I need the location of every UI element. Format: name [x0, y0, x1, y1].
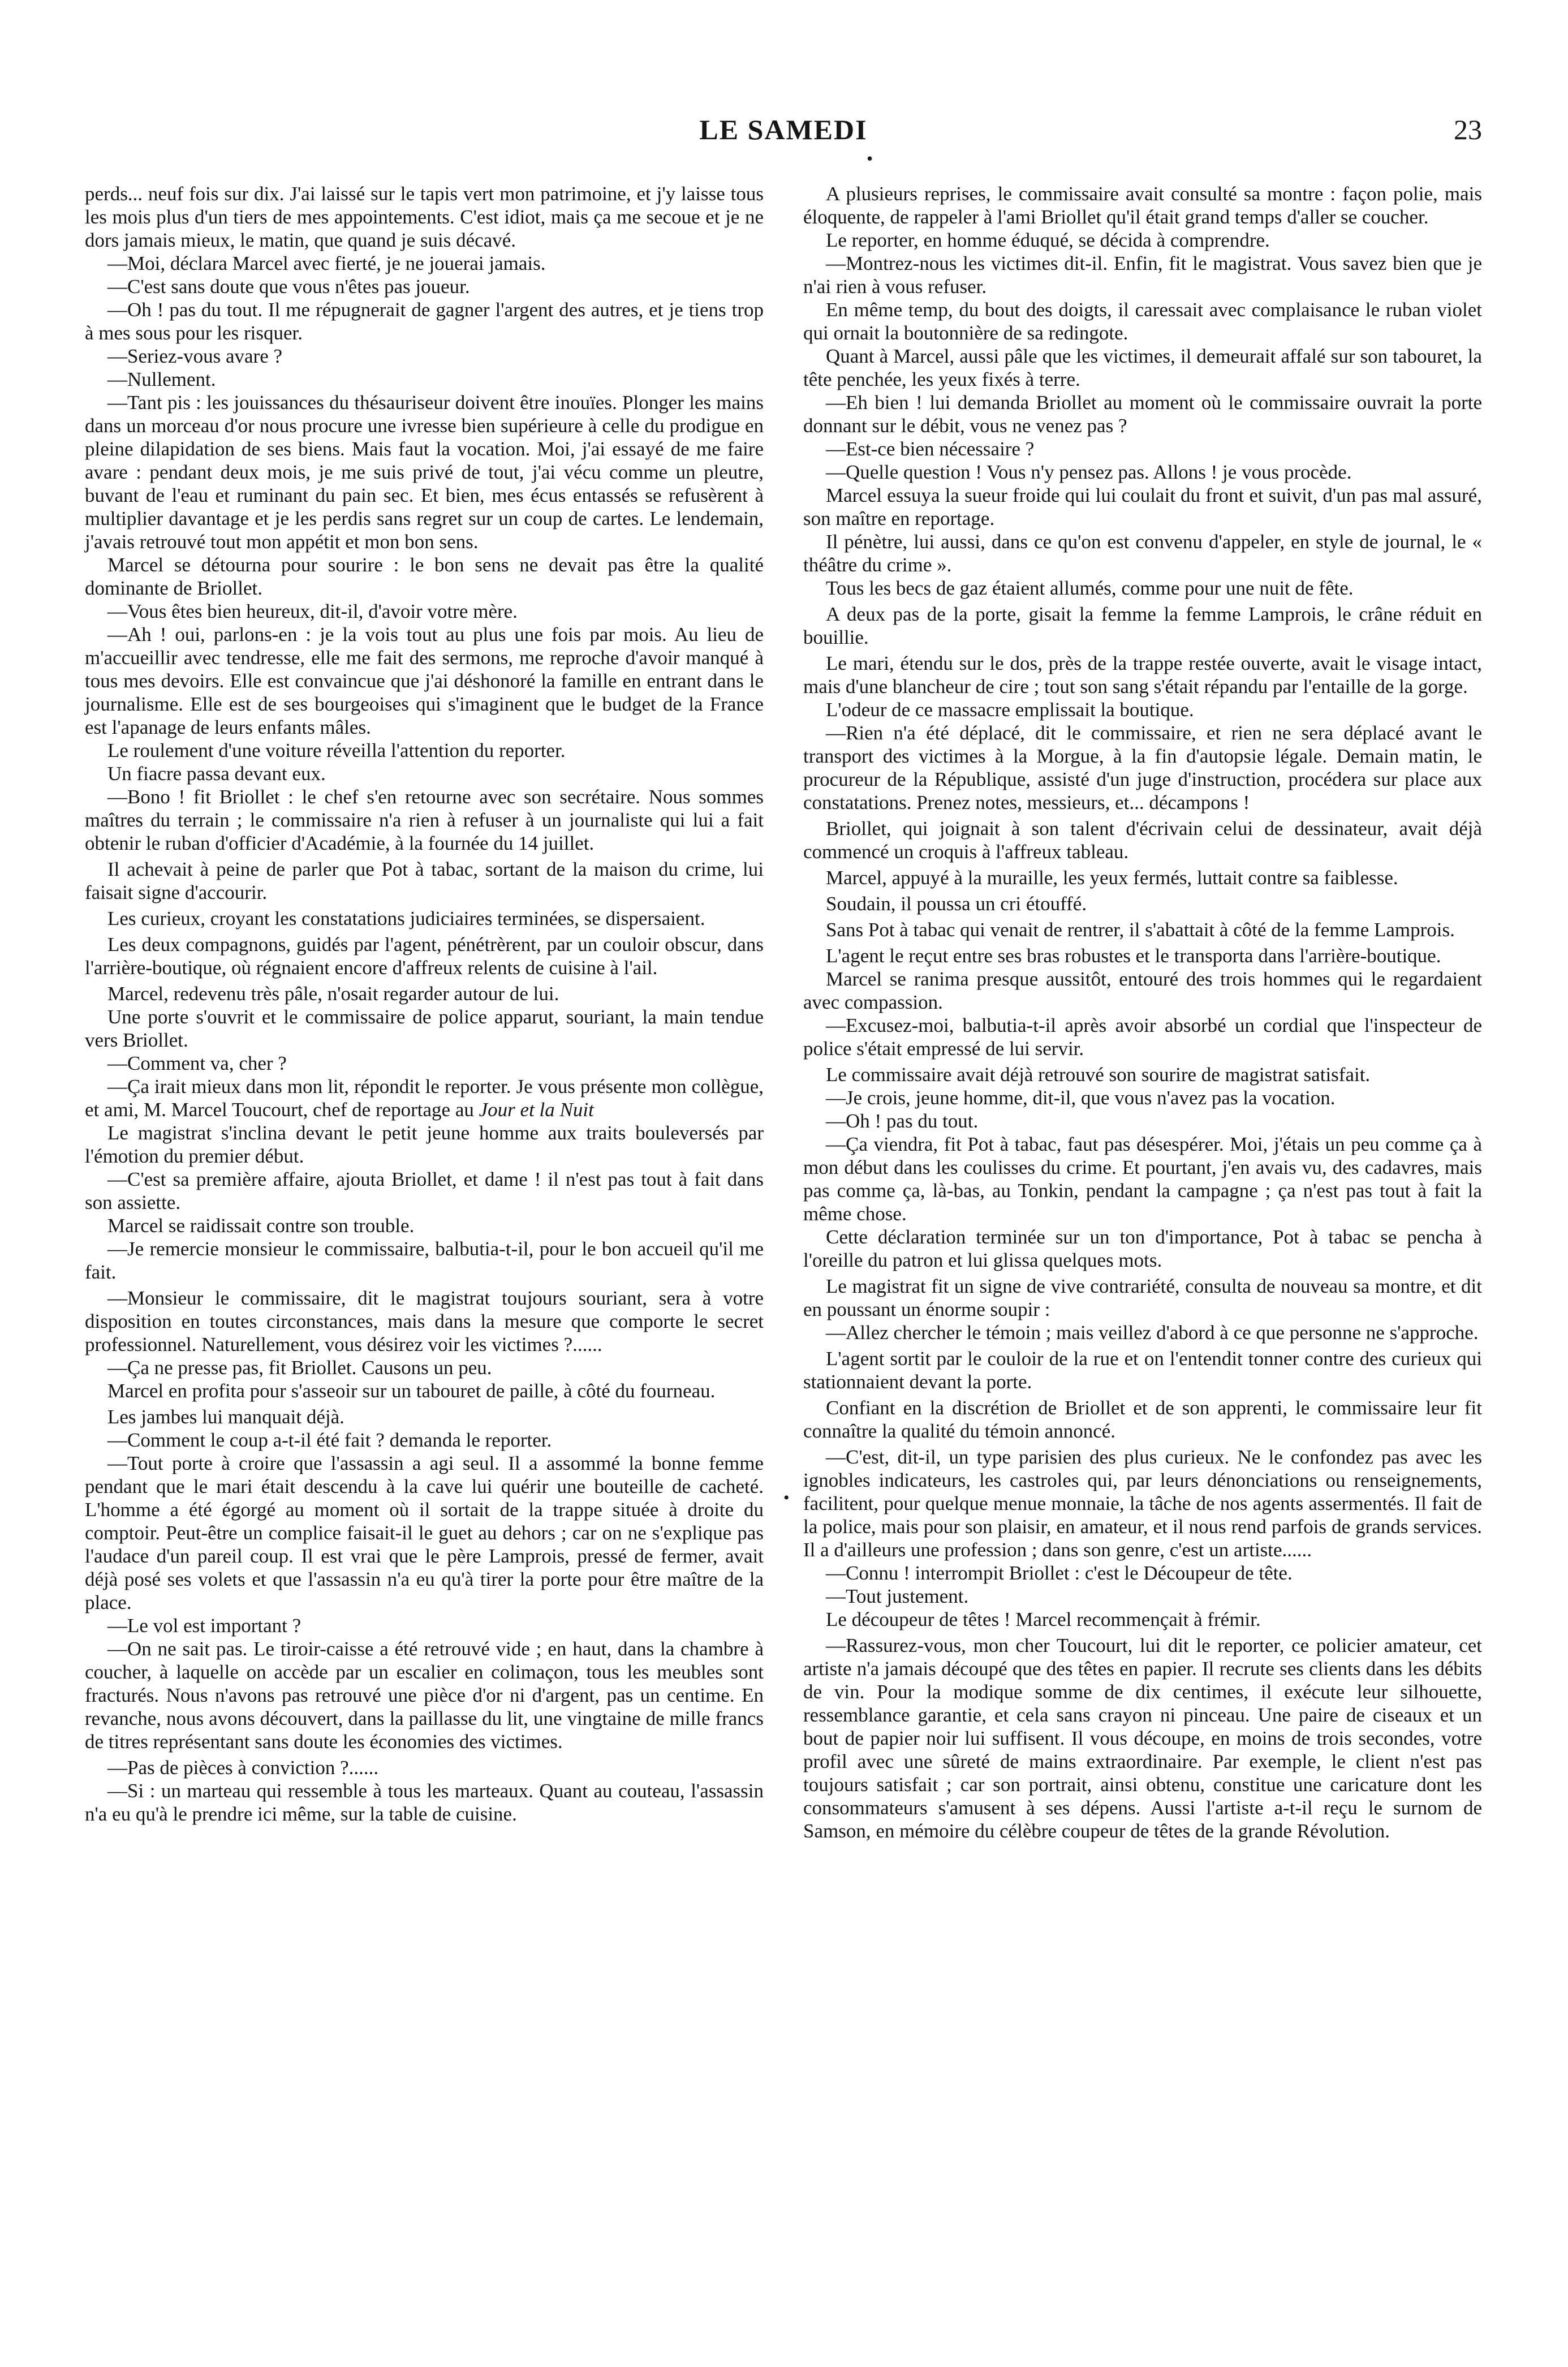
- paragraph: —Ça viendra, fit Pot à tabac, faut pas désespérer. Moi, j'étais un peu comme ça à mon début dans les coulisses du crime. Et pourtant, j'en avais vu, des cadavres, mais pas comme ça, là-bas, au Tonkin, pendant la campagne ; ça n'est pas tout à fait la même chose.: [803, 1133, 1482, 1225]
- page-header: [85, 113, 1482, 170]
- paragraph: Le découpeur de têtes ! Marcel recommençait à frémir.: [826, 1608, 1261, 1630]
- paragraph: Le magistrat s'inclina devant le petit jeune homme aux traits bouleversés par l'émotion du premier début.: [85, 1122, 764, 1167]
- paragraph: Marcel, redevenu très pâle, n'osait regarder autour de lui.: [107, 983, 559, 1005]
- paragraph: —Je remercie monsieur le commissaire, balbutia-t-il, pour le bon accueil qu'il me fait.: [85, 1238, 764, 1283]
- paragraph: —Oh ! pas du tout.: [826, 1110, 979, 1132]
- paragraph: —Ça ne presse pas, fit Briollet. Causons un peu.: [107, 1357, 492, 1379]
- paragraph: —Excusez-moi, balbutia-t-il après avoir absorbé un cordial que l'inspecteur de police s'était empressé de lui servir.: [803, 1014, 1482, 1060]
- paragraph: —Oh ! pas du tout. Il me répugnerait de gagner l'argent des autres, et je tiens trop à mes sous pour les risquer.: [85, 299, 764, 344]
- paragraph: Marcel en profita pour s'asseoir sur un tabouret de paille, à côté du fourneau.: [107, 1380, 716, 1402]
- paragraph: —Eh bien ! lui demanda Briollet au moment où le commissaire ouvrait la porte donnant sur le débit, vous ne venez pas ?: [803, 391, 1482, 437]
- paragraph: Soudain, il poussa un cri étouffé.: [826, 893, 1087, 915]
- paragraph: —Rassurez-vous, mon cher Toucourt, lui dit le reporter, ce policier amateur, cet artiste n'a jamais découpé que des têtes en papier. Il recrute ses clients dans les débits de vin. Pour la modique somme de dix centimes, il exécute leur silhouette, ressemblance garantie, et cela sans crayon ni pinceau. Une paire de ciseaux et un bout de papier noir lui suffisent. Il vous découpe, en moins de trois secondes, votre profil avec une sûreté de mains extraordinaire. Par exemple, le client n'est pas toujours satisfait ; car son portrait, ainsi obtenu, constitue une caricature dont les consommateurs s'amusent à ses dépens. Aussi l'artiste a-t-il reçu le surnom de Samson, en mémoire du célèbre coupeur de têtes de la grande Révolution.: [803, 1634, 1482, 1842]
- paragraph: —Quelle question ! Vous n'y pensez pas. Allons ! je vous procède.: [826, 461, 1352, 483]
- paragraph: A deux pas de la porte, gisait la femme la femme Lamprois, le crâne réduit en bouillie.: [803, 603, 1482, 648]
- paragraph: —Allez chercher le témoin ; mais veillez d'abord à ce que personne ne s'approche.: [826, 1322, 1479, 1344]
- paragraph: —C'est, dit-il, un type parisien des plus curieux. Ne le confondez pas avec les ignobles indicateurs, les castroles qui, par leurs dénonciations ou renseignements, facilitent, pour quelque menue monnaie, la tâche de nos agents assermentés. Il fait de la police, mais pour son plaisir, en amateur, et il nous rend parfois de grands services. Il a d'ailleurs une profession ; dans son genre, c'est un artiste......: [803, 1446, 1482, 1561]
- paragraph: Confiant en la discrétion de Briollet et de son apprenti, le commissaire leur fit connaître la qualité du témoin annoncé.: [803, 1397, 1482, 1442]
- paragraph: Le commissaire avait déjà retrouvé son sourire de magistrat satisfait.: [826, 1064, 1371, 1086]
- paragraph: —Pas de pièces à conviction ?......: [107, 1757, 379, 1779]
- running-title: LE SAMEDI: [699, 114, 868, 145]
- paragraph: Marcel se ranima presque aussitôt, entouré des trois hommes qui le regardaient avec compassion.: [803, 968, 1482, 1013]
- paragraph: Les jambes lui manquait déjà.: [107, 1406, 344, 1428]
- paragraph: Marcel essuya la sueur froide qui lui coulait du front et suivit, d'un pas mal assuré, son maître en reportage.: [803, 484, 1482, 530]
- dialogue-text: —Ça irait mieux dans mon lit, répondit le reporter. Je vous présente mon collègue, et ami, M. Marcel Toucourt, chef de reportage au: [85, 1075, 764, 1121]
- margin-bullet-mark: •: [783, 1488, 790, 1507]
- paragraph: —Ah ! oui, parlons-en : je la vois tout au plus une fois par mois. Au lieu de m'accueillir avec tendresse, elle me fait des sermons, me reproche d'avoir manqué à tous mes devoirs. Elle est convaincue que j'ai déshonoré la famille en entrant dans le journalisme. Elle est de ses bourgeoises qui s'imaginent que le budget de la France est l'apanage de leurs enfants mâles.: [85, 623, 764, 738]
- paragraph: Les curieux, croyant les constatations judiciaires terminées, se dispersaient.: [107, 907, 705, 929]
- paragraph: —Bono ! fit Briollet : le chef s'en retourne avec son secrétaire. Nous sommes maîtres du terrain ; le commissaire n'a rien à refuser à un journaliste qui lui a fait obtenir le ruban d'officier d'Académie, à la fournée du 14 juillet.: [85, 786, 764, 854]
- paragraph: —C'est sa première affaire, ajouta Briollet, et dame ! il n'est pas tout à fait dans son assiette.: [85, 1168, 764, 1213]
- paragraph: Il achevait à peine de parler que Pot à tabac, sortant de la maison du crime, lui faisait signe d'accourir.: [85, 858, 764, 903]
- paragraph: Les deux compagnons, guidés par l'agent, pénétrèrent, par un couloir obscur, dans l'arrière-boutique, où régnaient encore d'affreux relents de cuisine à l'ail.: [85, 933, 764, 979]
- paragraph: —Si : un marteau qui ressemble à tous les marteaux. Quant au couteau, l'assassin n'a eu qu'à le prendre ici même, sur la table de cuisine.: [85, 1780, 764, 1825]
- paragraph: —On ne sait pas. Le tiroir-caisse a été retrouvé vide ; en haut, dans la chambre à coucher, à laquelle on accède par un escalier en colimaçon, tous les meubles sont fracturés. Nous n'avons pas retrouvé une pièce d'or ni d'argent, pas un centime. En revanche, nous avons découvert, dans la paillasse du lit, une vingtaine de mille francs de titres représentant sans doute les économies des victimes.: [85, 1638, 764, 1753]
- paragraph: Quant à Marcel, aussi pâle que les victimes, il demeurait affalé sur son tabouret, la tête penchée, les yeux fixés à terre.: [803, 345, 1482, 390]
- paragraph: Le roulement d'une voiture réveilla l'attention du reporter.: [107, 739, 566, 761]
- paragraph: perds... neuf fois sur dix. J'ai laissé sur le tapis vert mon patrimoine, et j'y laisse tous les mois plus d'un tiers de mes appointements. C'est idiot, mais ça me secoue et je ne dors jamais mieux, le matin, que quand je suis décavé.: [85, 183, 764, 251]
- paragraph: —Tant pis : les jouissances du thésauriseur doivent être inouïes. Plonger les mains dans un morceau d'or nous procure une ivresse bien supérieure à celle du prodigue en pleine dilapidation de ses biens. Mais faut la vocation. Moi, j'ai essayé de me faire avare : pendant deux mois, je me suis privé de tout, j'ai vécu comme un pleutre, buvant de l'eau et ruminant du pain sec. Et bien, mes écus entassés se refusèrent à multiplier davantage et je les perdis sans regret sur un coup de cartes. Le lendemain, j'avais retrouvé tout mon appétit et mon bon sens.: [85, 391, 764, 553]
- paragraph: Marcel se raidissait contre son trouble.: [107, 1215, 415, 1237]
- paragraph: —Connu ! interrompit Briollet : c'est le Découpeur de tête.: [826, 1562, 1293, 1584]
- paragraph: Cette déclaration terminée sur un ton d'importance, Pot à tabac se pencha à l'oreille du patron et lui glissa quelques mots.: [803, 1226, 1482, 1271]
- paragraph: L'agent sortit par le couloir de la rue et on l'entendit tonner contre des curieux qui stationnaient devant la porte.: [803, 1348, 1482, 1393]
- paragraph: —Tout justement.: [826, 1585, 969, 1607]
- newspaper-title: Jour et la Nuit: [479, 1099, 594, 1121]
- paragraph: —Rien n'a été déplacé, dit le commissaire, et rien ne sera déplacé avant le transport des victimes à la Morgue, à la fin d'autopsie légale. Demain matin, le procureur de la République, assisté d'un juge d'instruction, procédera sur place aux constatations. Prenez notes, messieurs, et... décampons !: [803, 722, 1482, 814]
- paragraph: —Comment va, cher ?: [107, 1052, 287, 1074]
- paragraph: Marcel, appuyé à la muraille, les yeux fermés, luttait contre sa faiblesse.: [826, 867, 1398, 889]
- paragraph: Briollet, qui joignait à son talent d'écrivain celui de dessinateur, avait déjà commencé un croquis à l'affreux tableau.: [803, 817, 1482, 863]
- right-column: [803, 182, 1482, 1843]
- paragraph: —Est-ce bien nécessaire ?: [826, 438, 1035, 460]
- paragraph: Un fiacre passa devant eux.: [107, 763, 326, 785]
- paragraph: —Nullement.: [107, 368, 216, 390]
- paragraph: —Vous êtes bien heureux, dit-il, d'avoir votre mère.: [107, 600, 518, 622]
- paragraph: Une porte s'ouvrit et le commissaire de police apparut, souriant, la main tendue vers Briollet.: [85, 1006, 764, 1051]
- paragraph: Sans Pot à tabac qui venait de rentrer, il s'abattait à côté de la femme Lamprois.: [826, 919, 1455, 941]
- paragraph: —Seriez-vous avare ?: [107, 345, 283, 367]
- paragraph: —Moi, déclara Marcel avec fierté, je ne jouerai jamais.: [107, 252, 546, 274]
- paragraph: Tous les becs de gaz étaient allumés, comme pour une nuit de fête.: [826, 577, 1354, 599]
- paragraph: —C'est sans doute que vous n'êtes pas joueur.: [107, 276, 470, 298]
- paragraph: —Je crois, jeune homme, dit-il, que vous n'avez pas la vocation.: [826, 1087, 1336, 1109]
- paragraph: [85, 1075, 764, 1121]
- paragraph: En même temp, du bout des doigts, il caressait avec complaisance le ruban violet qui ornait la boutonnière de sa redingote.: [803, 299, 1482, 344]
- paragraph: —Le vol est important ?: [107, 1615, 301, 1637]
- paragraph: Marcel se détourna pour sourire : le bon sens ne devait pas être la qualité dominante de Briollet.: [85, 554, 764, 599]
- paragraph: —Comment le coup a-t-il été fait ? demanda le reporter.: [107, 1429, 552, 1451]
- paragraph: L'agent le reçut entre ses bras robustes et le transporta dans l'arrière-boutique.: [826, 945, 1441, 967]
- paragraph: —Tout porte à croire que l'assassin a agi seul. Il a assommé la bonne femme pendant que le mari était descendu à la cave lui quérir une bouteille de cacheté. L'homme a été égorgé au moment où il sortait de la trappe située à droite du comptoir. Peut-être un complice faisait-il le guet au dehors ; car on ne s'explique pas l'audace d'un pareil coup. Il est vrai que le père Lamprois, pressé de fermer, avait déjà posé ses volets et que l'assassin n'a eu qu'à tirer la porte pour être maître de la place.: [85, 1452, 764, 1613]
- paragraph: Il pénètre, lui aussi, dans ce qu'on est convenu d'appeler, en style de journal, le « théâtre du crime ».: [803, 531, 1482, 576]
- paragraph: —Montrez-nous les victimes dit-il. Enfin, fit le magistrat. Vous savez bien que je n'ai rien à vous refuser.: [803, 252, 1482, 298]
- paragraph: L'odeur de ce massacre emplissait la boutique.: [826, 699, 1194, 721]
- paragraph: Le reporter, en homme éduqué, se décida à comprendre.: [826, 229, 1270, 251]
- paragraph: —Monsieur le commissaire, dit le magistrat toujours souriant, sera à votre disposition en toutes circonstances, mais dans la mesure que comporte le secret professionnel. Naturellement, vous désirez voir les victimes ?......: [85, 1287, 764, 1355]
- paragraph: Le magistrat fit un signe de vive contrariété, consulta de nouveau sa montre, et dit en poussant un énorme soupir :: [803, 1275, 1482, 1320]
- paragraph: A plusieurs reprises, le commissaire avait consulté sa montre : façon polie, mais éloquente, de rappeler à l'ami Briollet qu'il était grand temps d'aller se coucher.: [803, 183, 1482, 228]
- header-ornament-dot: •: [867, 148, 873, 169]
- left-column: [85, 182, 764, 1826]
- page-number: 23: [1454, 114, 1482, 145]
- paragraph: Le mari, étendu sur le dos, près de la trappe restée ouverte, avait le visage intact, mais d'une blancheur de cire ; tout son sang s'était répandu par l'entaille de la gorge.: [803, 652, 1482, 698]
